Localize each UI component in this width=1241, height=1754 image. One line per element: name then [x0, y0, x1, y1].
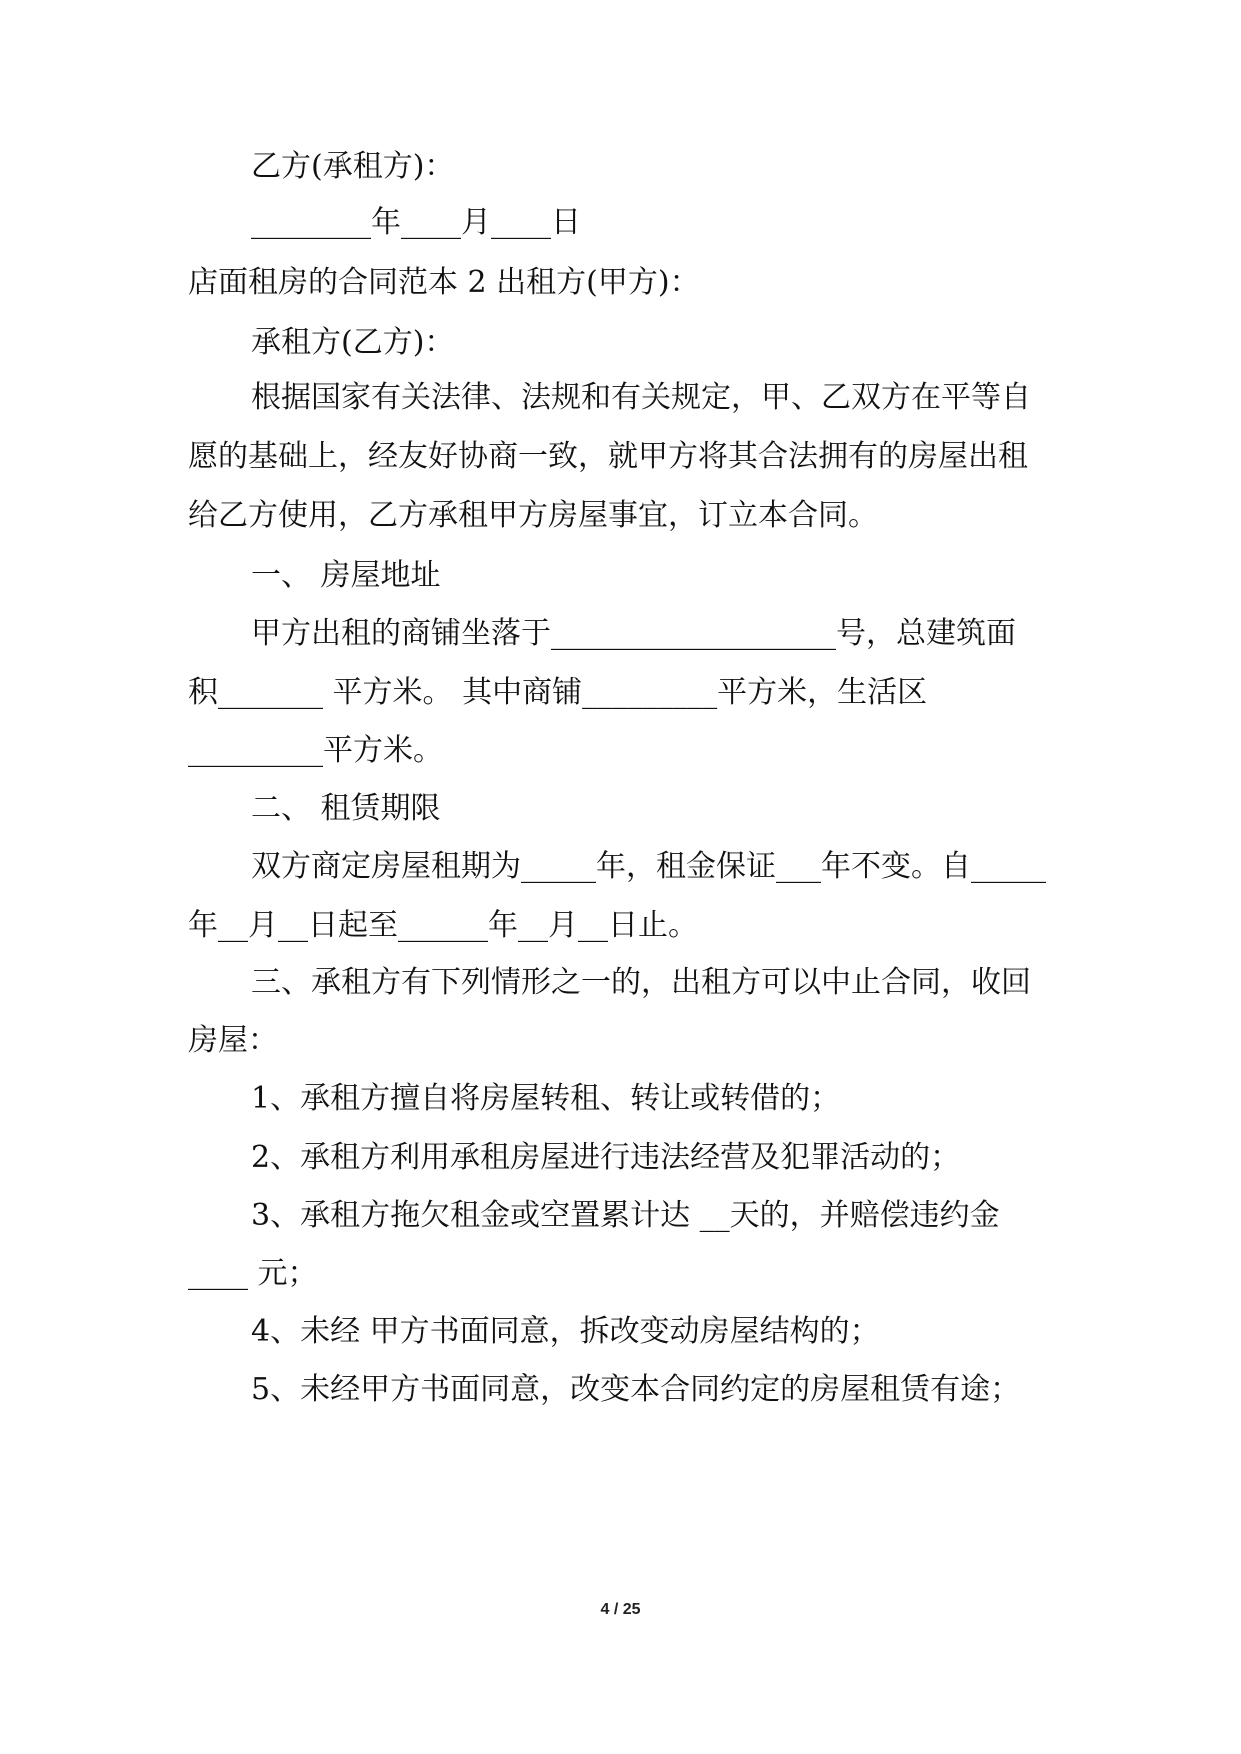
address-paragraph-line-1: 甲方出租的商铺坐落于___________________号，总建筑面: [251, 616, 1016, 651]
intro-paragraph-line-3: 给乙方使用，乙方承租甲方房屋事宜，订立本合同。: [188, 498, 878, 533]
section-heading-address: 一、 房屋地址: [251, 558, 441, 593]
clause-item-2: 2、承租方利用承租房屋进行违法经营及犯罪活动的；: [251, 1140, 961, 1175]
address-paragraph-line-3: _________平方米。: [188, 733, 443, 768]
intro-paragraph-line-1: 根据国家有关法律、法规和有关规定，甲、乙双方在平等自: [251, 380, 1031, 415]
clause-item-3-line-2: ____ 元；: [188, 1256, 318, 1291]
section-heading-term: 二、 租赁期限: [251, 791, 441, 826]
date-blank-line: ________年____月____日: [251, 205, 581, 240]
clause-item-1: 1、承租方擅自将房屋转租、转让或转借的；: [251, 1081, 841, 1116]
contract-title-line: 店面租房的合同范本 2 出租方(甲方)：: [188, 265, 700, 300]
termination-clause-line-1: 三、承租方有下列情形之一的，出租方可以中止合同，收回: [251, 965, 1031, 1000]
clause-item-4: 4、未经 甲方书面同意，拆改变动房屋结构的；: [251, 1314, 880, 1349]
party-b-label: 乙方(承租方)：: [251, 149, 455, 184]
clause-item-5: 5、未经甲方书面同意，改变本合同约定的房屋租赁有途；: [251, 1372, 1021, 1407]
address-paragraph-line-2: 积_______ 平方米。 其中商铺_________平方米，生活区: [188, 675, 928, 710]
term-paragraph-line-2: 年__月__日起至______年__月__日止。: [188, 908, 698, 943]
term-paragraph-line-1: 双方商定房屋租期为_____年，租金保证___年不变。自_____: [251, 849, 1046, 884]
page-number: 4 / 25: [600, 1601, 641, 1618]
lessee-label: 承租方(乙方)：: [251, 325, 455, 360]
clause-item-3-line-1: 3、承租方拖欠租金或空置累计达 __天的，并赔偿违约金: [251, 1198, 1000, 1233]
intro-paragraph-line-2: 愿的基础上，经友好协商一致，就甲方将其合法拥有的房屋出租: [188, 439, 1028, 474]
termination-clause-line-2: 房屋：: [188, 1023, 278, 1058]
